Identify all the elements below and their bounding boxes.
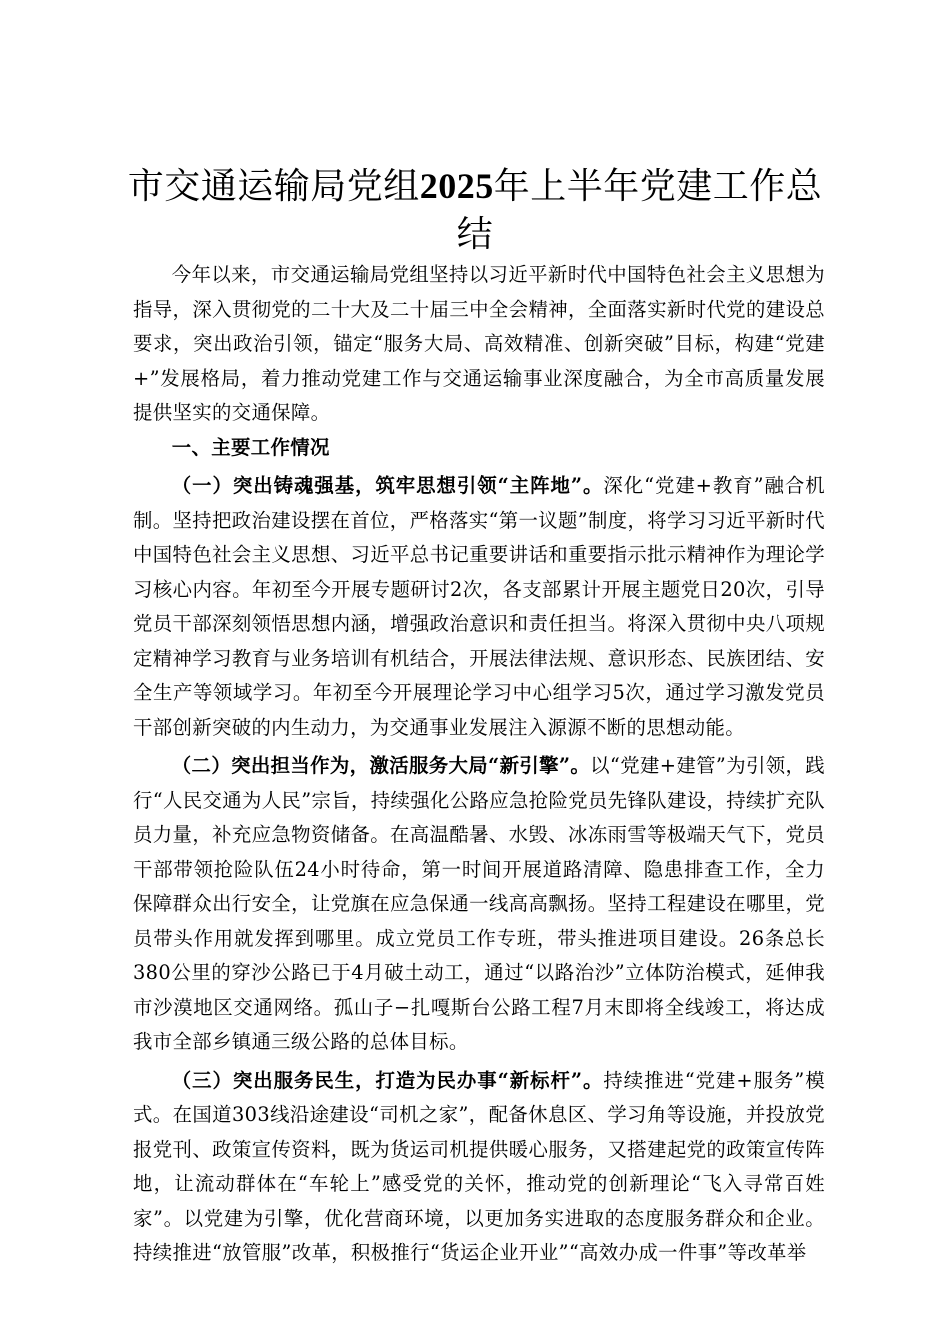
item-2-lead: （二）突出担当作为，激活服务大局“新引擎”。 (171, 754, 591, 777)
title-prefix: 市交通运输局党组 (127, 166, 420, 207)
item-1-lead: （一）突出铸魂强基，筑牢思想引领“主阵地”。 (171, 474, 604, 497)
item-2-text: 以“党建+建管”为引领，践行“人民交通为人民”宗旨，持续强化公路应急抢险党员先锋队建设，持续扩充队员力量，补充应急物资储备。在高温酷暑、水毁、冰冻雨雪等极端天气下，党员干部带领抢险队伍24小时待命，第一时间开展道路清障、隐患排查工作，全力保障群众出行安全，让党旗在应急保通一线高高飘扬。坚持工程建设在哪里，党员带头作用就发挥到哪里。成立党员工作专班，带头推进项目建设。26条总长380公里的穿沙公路已于4月破土动工，通过“以路治沙”立体防治模式，延伸我市沙漠地区交通网络。孤山子−扎嘎斯台公路工程7月末即将全线竣工，将达成我市全部乡镇通三级公路的总体目标。 (133, 754, 825, 1053)
item-3-lead: （三）突出服务民生，打造为民办事“新标杆”。 (171, 1068, 604, 1092)
paragraph-item-1 (133, 469, 825, 745)
paragraph-item-2 (133, 749, 825, 1060)
title-year: 2025 (419, 166, 494, 206)
section-heading: 一、主要工作情况 (171, 435, 330, 459)
document-body (133, 258, 825, 1271)
paragraph-item-3 (133, 1064, 825, 1271)
title-suffix: 年上半年党建工作总结 (456, 166, 823, 255)
item-1-text: 深化“党建+教育”融合机制。坚持把政治建设摆在首位，严格落实“第一议题”制度，将学习习近平新时代中国特色社会主义思想、习近平总书记重要讲话和重要指示批示精神作为理论学习核心内容。年初至今开展专题研讨2次，各支部累计开展主题党日20次，引导党员干部深刻领悟思想内涵，增强政治意识和责任担当。将深入贯彻中央八项规定精神学习教育与业务培训有机结合，开展法律法规、意识形态、民族团结、安全生产等领域学习。年初至今开展理论学习中心组学习5次，通过学习激发党员干部创新突破的内生动力，为交通事业发展注入源源不断的思想动能。 (133, 474, 825, 739)
intro-paragraph: 今年以来，市交通运输局党组坚持以习近平新时代中国特色社会主义思想为指导，深入贯彻党的二十大及二十届三中全会精神，全面落实新时代党的建设总要求，突出政治引领，锚定“服务大局、高效精准、创新突破”目标，构建“党建+”发展格局，着力推动党建工作与交通运输事业深度融合，为全市高质量发展提供坚实的交通保障。 (133, 263, 825, 424)
document-title (120, 162, 830, 259)
item-3-text: 持续推进“党建+服务”模式。在国道303线沿途建设“司机之家”，配备休息区、学习角等设施，并投放党报党刊、政策宣传资料，既为货运司机提供暖心服务，又搭建起党的政策宣传阵地，让流动群体在“车轮上”感受党的关怀，推动党的创新理论“飞入寻常百姓家”。以党建为引擎，优化营商环境，以更加务实进取的态度服务群众和企业。持续推进“放管服”改革，积极推行“货运企业开业”“高效办成一件事”等改革举 (133, 1068, 825, 1264)
